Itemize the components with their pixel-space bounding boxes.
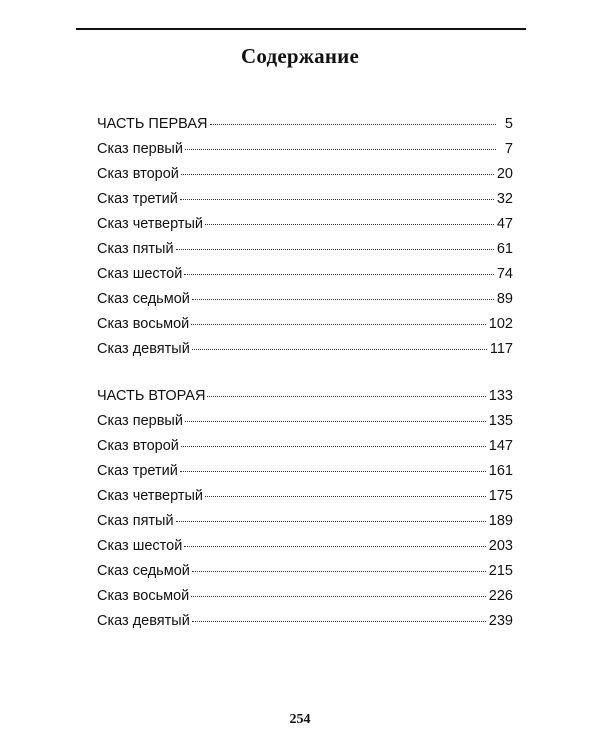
toc-entry[interactable] [97,312,513,337]
toc-entry-label: Сказ восьмой [97,588,190,604]
toc-entry-page: 203 [488,538,513,554]
toc-entry[interactable] [97,262,513,287]
dot-leader [185,149,496,150]
toc-entry-label: Сказ второй [97,438,179,454]
toc-entry-label: Сказ шестой [97,538,183,554]
toc-part-heading-page: 133 [488,388,513,404]
toc-entry-label: Сказ восьмой [97,316,190,332]
dot-leader [192,299,494,300]
toc-entry-label: Сказ пятый [97,513,174,529]
toc-part-2 [97,384,513,634]
dot-leader [207,396,485,397]
dot-leader [180,471,486,472]
toc-entry-label: Сказ первый [97,141,183,157]
toc-part-heading-page: 5 [504,116,513,132]
dot-leader [185,421,486,422]
toc-entry-page: 175 [488,488,513,504]
toc-entry[interactable] [97,137,513,162]
toc-entry-page: 226 [488,588,513,604]
toc-entry-page: 32 [496,191,513,207]
toc-entry-page: 117 [489,341,513,357]
toc-entry-label: Сказ третий [97,463,178,479]
toc-entry-page: 161 [488,463,513,479]
header-rule [76,28,526,30]
toc-entry-label: Сказ девятый [97,613,190,629]
toc-entry-page: 61 [496,241,513,257]
toc-entry-page: 47 [496,216,513,232]
toc-entry-label: Сказ седьмой [97,291,190,307]
dot-leader [176,521,486,522]
toc-entry[interactable] [97,609,513,634]
dot-leader [184,274,494,275]
toc-entry[interactable] [97,584,513,609]
dot-leader [181,174,494,175]
toc-entry-label: Сказ седьмой [97,563,190,579]
toc-entry-label: Сказ четвертый [97,488,204,504]
dot-leader [192,571,486,572]
toc-entry-page: 7 [504,141,513,157]
toc-entry[interactable] [97,212,513,237]
toc-entry-page: 102 [488,316,513,332]
dot-leader [181,446,486,447]
toc-entry-page: 135 [488,413,513,429]
toc-entry-label: Сказ второй [97,166,179,182]
toc-entry[interactable] [97,287,513,312]
toc-entry-page: 215 [488,563,513,579]
toc-part-1 [97,112,513,362]
dot-leader [205,496,486,497]
dot-leader [184,546,485,547]
toc-part-heading[interactable] [97,112,513,137]
dot-leader [180,199,494,200]
toc-entry-label: Сказ четвертый [97,216,204,232]
page-title: Содержание [241,44,359,68]
toc-entry-label: Сказ шестой [97,266,183,282]
dot-leader [210,124,496,125]
toc-entry[interactable] [97,509,513,534]
toc-entry[interactable] [97,459,513,484]
toc-entry-label: Сказ пятый [97,241,174,257]
dot-leader [191,324,486,325]
page-number: 254 [289,712,311,727]
dot-leader [192,621,486,622]
toc-entry-page: 189 [488,513,513,529]
toc-entry[interactable] [97,434,513,459]
toc-entry-page: 239 [488,613,513,629]
toc-entry[interactable] [97,559,513,584]
toc-entry-page: 147 [488,438,513,454]
toc-entry-label: Сказ первый [97,413,183,429]
dot-leader [205,224,494,225]
toc-entry-label: Сказ третий [97,191,178,207]
toc-part-heading[interactable] [97,384,513,409]
toc-entry-page: 74 [496,266,513,282]
toc-entry[interactable] [97,337,513,362]
toc-entry[interactable] [97,237,513,262]
toc-part-heading-label: ЧАСТЬ ВТОРАЯ [97,388,206,404]
toc-entry-label: Сказ девятый [97,341,190,357]
toc-entry[interactable] [97,187,513,212]
dot-leader [191,596,486,597]
dot-leader [192,349,487,350]
toc-entry[interactable] [97,162,513,187]
toc-entry[interactable] [97,534,513,559]
toc-part-heading-label: ЧАСТЬ ПЕРВАЯ [97,116,208,132]
toc-entry[interactable] [97,409,513,434]
toc-entry-page: 89 [496,291,513,307]
toc-entry[interactable] [97,484,513,509]
toc-entry-page: 20 [496,166,513,182]
dot-leader [176,249,494,250]
